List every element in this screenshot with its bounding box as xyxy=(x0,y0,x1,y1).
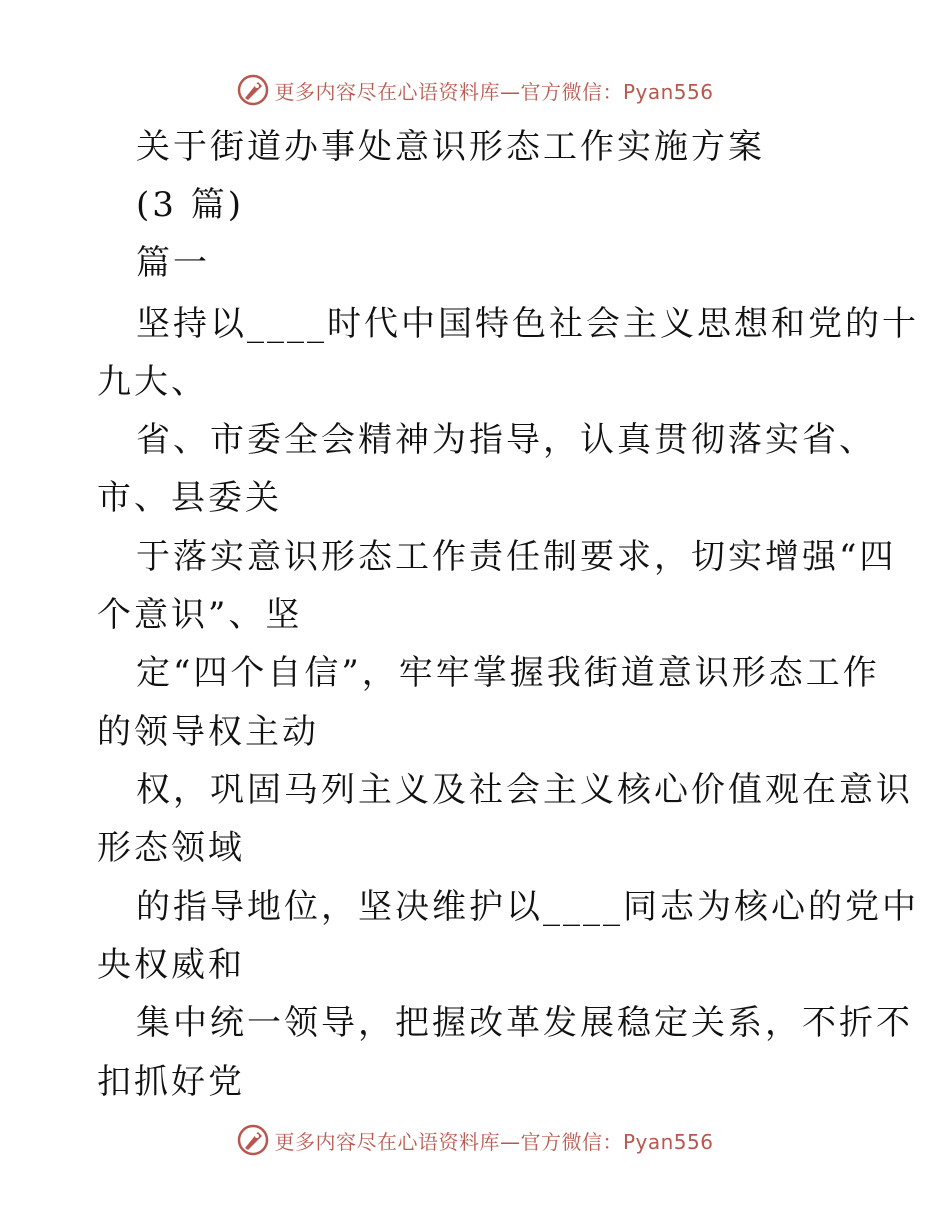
body-line: 省、市委全会精神为指导，认真贯彻落实省、 xyxy=(136,420,876,460)
body-line: 权，巩固马列主义及社会主义核心价值观在意识 xyxy=(136,770,913,810)
section-heading: 篇一 xyxy=(136,243,210,283)
body-line: 市、县委关 xyxy=(97,478,282,518)
document-subtitle: (3 篇) xyxy=(136,185,244,225)
document-title: 关于街道办事处意识形态工作实施方案 xyxy=(136,127,765,167)
body-line: 坚持以____时代中国特色社会主义思想和党的十 xyxy=(136,304,919,344)
body-line: 集中统一领导，把握改革发展稳定关系，不折不 xyxy=(136,1003,913,1043)
pen-nib-logo-icon xyxy=(236,1123,270,1157)
body-line: 形态领域 xyxy=(97,828,245,868)
body-line: 央权威和 xyxy=(97,945,245,985)
watermark-text: 更多内容尽在心语资料库—官方微信：Pyan556 xyxy=(274,1129,714,1154)
watermark-banner-top xyxy=(0,70,950,110)
body-line: 九大、 xyxy=(97,362,208,402)
body-line: 定“四个自信”，牢牢掌握我街道意识形态工作 xyxy=(136,653,880,693)
body-line: 于落实意识形态工作责任制要求，切实增强“四 xyxy=(136,537,897,577)
body-line: 的领导权主动 xyxy=(97,712,319,752)
watermark-banner-bottom xyxy=(0,1120,950,1160)
pen-nib-logo-icon xyxy=(236,73,270,107)
body-line: 扣抓好党 xyxy=(97,1062,245,1102)
body-line: 的指导地位，坚决维护以____同志为核心的党中 xyxy=(136,887,919,927)
watermark-text: 更多内容尽在心语资料库—官方微信：Pyan556 xyxy=(274,79,714,104)
body-line: 个意识”、坚 xyxy=(97,595,303,635)
